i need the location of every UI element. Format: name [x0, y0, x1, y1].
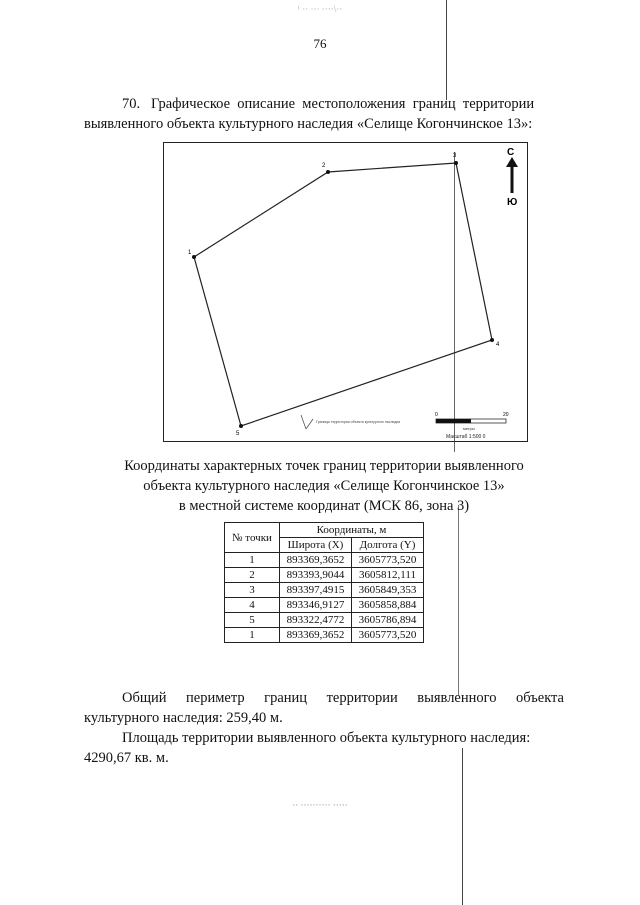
- point-5-marker: [239, 424, 243, 428]
- point-1-label: 1: [188, 250, 192, 256]
- table-caption: [84, 456, 564, 516]
- cell-y: 3605786,894: [352, 613, 424, 628]
- point-4-label: 4: [496, 342, 500, 348]
- perimeter-line-2: культурного наследия: 259,40 м.: [84, 710, 283, 726]
- caption-line-1: Координаты характерных точек границ территории выявленного: [124, 458, 524, 474]
- heading-line-1: 70. Графическое описание местоположения границ территории: [122, 96, 535, 112]
- cell-x: 893322,4772: [280, 613, 352, 628]
- cell-point: 5: [225, 613, 280, 628]
- perimeter-line-1: Общий периметр границ территории выявленного объекта: [122, 690, 564, 706]
- header-point-number: № точки: [225, 523, 280, 553]
- map-legend: [301, 415, 400, 429]
- coordinates-table: [224, 522, 424, 643]
- south-label: Ю: [507, 197, 518, 208]
- scan-line-top: [446, 0, 447, 100]
- point-2-marker: [326, 170, 330, 174]
- summary-block: [84, 688, 564, 768]
- scale-zero-label: 0: [435, 412, 438, 418]
- cell-point: 1: [225, 628, 280, 643]
- cell-point: 1: [225, 553, 280, 568]
- table-row: [225, 553, 424, 568]
- area-line-2: 4290,67 кв. м.: [84, 750, 169, 766]
- point-1-marker: [192, 255, 196, 259]
- section-heading: [84, 94, 564, 134]
- page-number: 76: [313, 36, 327, 51]
- legend-text: Границы территории объекта культурного наследия: [316, 420, 401, 424]
- top-stamp-mark: ⁽ ·· ··· ····\··: [297, 4, 343, 14]
- table-row: [225, 568, 424, 583]
- north-arrow-icon: [506, 147, 518, 208]
- cell-x: 893393,9044: [280, 568, 352, 583]
- cell-y: 3605773,520: [352, 628, 424, 643]
- boundary-polygon: [194, 163, 492, 426]
- scale-bar: [435, 412, 509, 440]
- cell-x: 893369,3652: [280, 553, 352, 568]
- north-label: С: [507, 147, 515, 158]
- cell-point: 3: [225, 583, 280, 598]
- header-coordinates: Координаты, м: [280, 523, 424, 538]
- table-row: [225, 628, 424, 643]
- cell-x: 893369,3652: [280, 628, 352, 643]
- caption-line-3: в местной системе координат (МСК 86, зона 3): [178, 498, 470, 514]
- footer-stamp-mark: ·· ·········· ·····: [292, 800, 348, 810]
- scan-line-table: [458, 505, 459, 695]
- scale-ratio-label: Масштаб 1:500 0: [446, 434, 486, 440]
- caption-line-2: объекта культурного наследия «Селище Когончинское 13»: [143, 478, 505, 494]
- table-row: [225, 583, 424, 598]
- point-4-marker: [490, 338, 494, 342]
- cell-y: 3605812,111: [352, 568, 424, 583]
- boundary-map: [163, 142, 528, 442]
- scan-line-bottom: [462, 748, 463, 905]
- cell-x: 893397,4915: [280, 583, 352, 598]
- cell-y: 3605858,884: [352, 598, 424, 613]
- cell-x: 893346,9127: [280, 598, 352, 613]
- point-5-label: 5: [236, 431, 240, 437]
- area-line-1: Площадь территории выявленного объекта культурного наследия:: [122, 730, 531, 746]
- table-row: [225, 613, 424, 628]
- point-3-label: 3: [453, 153, 457, 159]
- scale-end-label: 20: [503, 412, 509, 418]
- cell-point: 4: [225, 598, 280, 613]
- scale-unit-label: метры: [463, 426, 475, 431]
- cell-y: 3605773,520: [352, 553, 424, 568]
- cell-point: 2: [225, 568, 280, 583]
- point-2-label: 2: [322, 163, 326, 169]
- point-3-marker: [454, 161, 458, 165]
- cell-y: 3605849,353: [352, 583, 424, 598]
- boundary-map-svg: [164, 143, 527, 441]
- heading-line-2: выявленного объекта культурного наследия «Селище Когончинское 13»:: [84, 116, 533, 132]
- header-latitude: Широта (X): [280, 538, 352, 553]
- table-row: [225, 598, 424, 613]
- header-longitude: Долгота (Y): [352, 538, 424, 553]
